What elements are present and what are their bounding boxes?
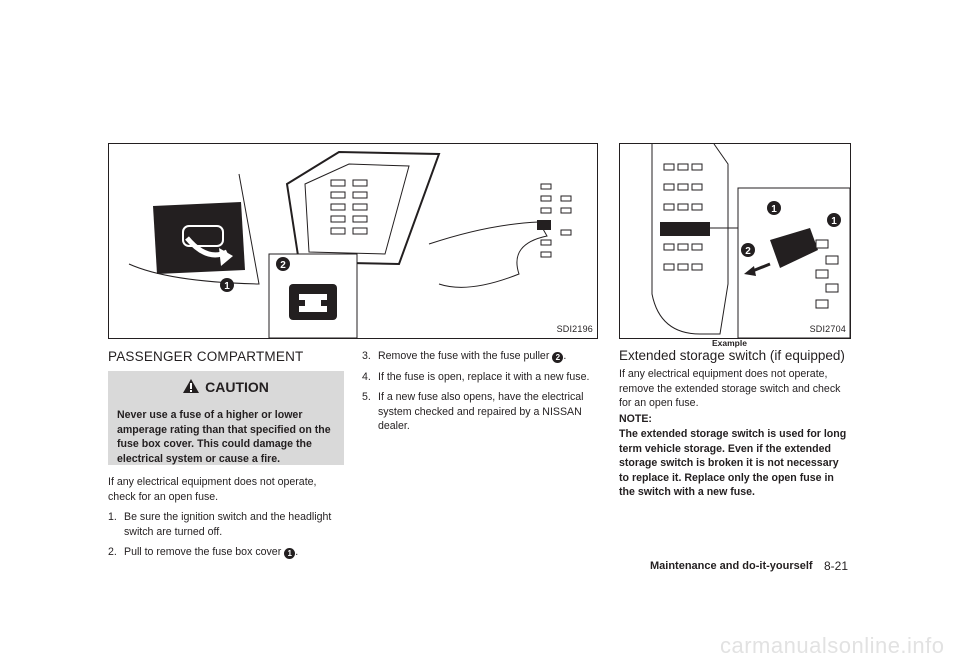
step-number: 5. — [362, 391, 371, 403]
step-number: 2. — [108, 546, 117, 558]
figure-caption-example: Example — [712, 338, 747, 348]
svg-text:1: 1 — [224, 281, 230, 292]
storage-switch-drawing — [620, 144, 850, 338]
step-text: If a new fuse also opens, have the electrical system checked and repaired by a NISSAN dealer. — [378, 391, 584, 432]
fuse-box-drawing — [109, 144, 597, 338]
svg-text:1: 1 — [771, 204, 777, 215]
step-tail: . — [295, 546, 299, 558]
callout-ref-1: 1 — [284, 548, 295, 559]
passenger-intro: If any electrical equipment does not operate, check for an open fuse. — [108, 476, 317, 503]
note-label: NOTE: — [619, 413, 652, 425]
note-text: The extended storage switch is used for long term vehicle storage. Even if the extended storage switch is broken it is not necessary to replace it. Replace only the open fuse in the switch with a new fuse. — [619, 428, 847, 498]
caution-title — [108, 379, 344, 395]
svg-text:2: 2 — [745, 246, 751, 257]
warning-icon — [183, 379, 199, 393]
extended-storage-switch-illustration — [619, 143, 851, 339]
caution-box — [108, 371, 344, 465]
figure-code-right: SDI2704 — [809, 324, 846, 334]
watermark: carmanualsonline.info — [720, 633, 945, 658]
step-text: If the fuse is open, replace it with a new fuse. — [378, 370, 590, 383]
steps-list-middle — [362, 349, 600, 440]
step-text: Be sure the ignition switch and the headlight switch are turned off. — [124, 511, 332, 538]
caution-label: CAUTION — [205, 379, 269, 395]
figure-code-left: SDI2196 — [556, 324, 593, 334]
steps-list-left — [108, 510, 346, 566]
storage-text: If any electrical equipment does not operate, remove the extended storage switch and check for an open fuse. — [619, 368, 841, 409]
step-number: 3. — [362, 350, 371, 362]
svg-text:2: 2 — [280, 260, 286, 271]
list-item — [362, 390, 600, 434]
page-number: 8-21 — [824, 559, 849, 573]
step-text: Pull to remove the fuse box cover — [124, 546, 282, 558]
list-item — [108, 510, 346, 539]
section-heading-passenger: PASSENGER COMPARTMENT — [108, 349, 304, 364]
step-tail: . — [563, 350, 567, 362]
list-item — [108, 545, 346, 560]
list-item — [362, 370, 600, 385]
step-text: Remove the fuse with the fuse puller — [378, 350, 550, 362]
svg-text:1: 1 — [831, 216, 837, 227]
step-number: 4. — [362, 370, 371, 383]
callout-ref-2: 2 — [552, 352, 563, 363]
list-item — [362, 349, 600, 364]
footer-section-title: Maintenance and do-it-yourself — [650, 560, 813, 572]
caution-text: Never use a fuse of a higher or lower amperage rating than that specified on the fuse box cover. This could damage the electrical system or cause a fire. — [117, 409, 331, 465]
step-number: 1. — [108, 511, 117, 523]
section-heading-storage-switch: Extended storage switch (if equipped) — [619, 348, 845, 363]
fuse-box-illustration — [108, 143, 598, 339]
